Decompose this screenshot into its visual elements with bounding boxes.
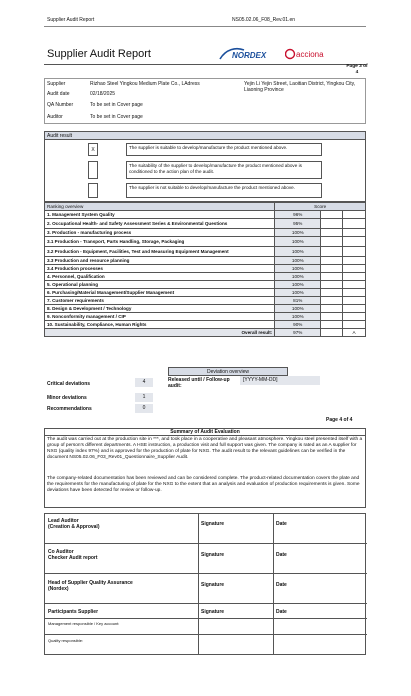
lead-auditor-date-label: Date <box>276 521 287 527</box>
ranking-row <box>45 313 366 321</box>
head-sqa-sub: (Nordex) <box>48 586 69 592</box>
signature-row-head-sqa <box>45 574 367 604</box>
ranking-row-name: 8. Design & Development / Technology <box>45 305 275 313</box>
released-until-value[interactable]: [YYYY-MM-DD] <box>240 376 320 385</box>
ranking-row-name: 9. Nonconformity management / CIP <box>45 313 275 321</box>
audit-date-label: Audit date <box>47 91 70 97</box>
ranking-row <box>45 219 366 229</box>
signature-row-lead-auditor <box>45 514 367 544</box>
ranking-row-score: 100% <box>275 257 321 265</box>
ranking-row <box>45 257 366 265</box>
page-number-4: Page 4 of 4 <box>326 417 353 423</box>
ranking-row-score: 100% <box>275 281 321 289</box>
ranking-row-score: 100% <box>275 289 321 297</box>
co-auditor-signature-label: Signature <box>201 552 225 558</box>
recommendations-label: Recommendations <box>47 406 92 412</box>
result-option-2-text: The suitability of the supplier to develop/manufacture the product mentioned above is conditioned to the action plan of the audit. <box>126 161 322 179</box>
ranking-row-name: 1. Management System Quality <box>45 211 275 219</box>
ranking-row-name: 10. Sustainability, Compliance, Human Rights <box>45 321 275 329</box>
head-sqa-date-label: Date <box>276 582 287 588</box>
critical-deviations-label: Critical deviations <box>47 381 91 387</box>
ranking-row <box>45 265 366 273</box>
ranking-row-score: 100% <box>275 313 321 321</box>
signature-row-co-auditor <box>45 544 367 574</box>
summary-paragraph-2: The company-related documentation has been reviewed and can be considered complete. The product-related documentation covers the plate and the requirements for the manufacturing of plate for the NXG to the extent that an analysis and evaluation of production requirements is given. Some deviations have been detected for review or follow-up. <box>47 476 360 493</box>
signature-table <box>44 513 366 655</box>
ranking-row-name: 3.4 Production processes <box>45 265 275 273</box>
acciona-logo-text: acciona <box>296 50 324 59</box>
head-sqa-signature-label: Signature <box>201 582 225 588</box>
overall-score: 97% <box>275 329 321 337</box>
ranking-row-name: 4. Personnel, Qualification <box>45 273 275 281</box>
ranking-row-name: 3.2 Production - Equipment, Facilities, Test and Measuring Equipment Management <box>45 247 275 257</box>
lead-auditor-label: Lead Auditor <box>48 518 79 524</box>
summary-paragraph-1: The audit was carried out at the production site in ***, and took place in a cooperative and pleasant atmosphere. Yingkou steel presented itself with a group of person's different departments. A HSE instruction, a production visit and full support was given. The company is rated as an A supplier for NXG (quality index 97%) and is approved for the production of plate for NXG. The audit result to the relevant guidelines can be verified in the document NS05.02.06_F03_Rev01_Questionnaire_Supplier Audit. <box>47 437 363 460</box>
ranking-row <box>45 297 366 305</box>
deviation-header: Deviation overview <box>168 367 288 376</box>
ranking-table <box>44 202 366 337</box>
summary-header: Summary of Audit Evaluation <box>44 429 366 436</box>
ranking-row-score: 100% <box>275 305 321 313</box>
acciona-logo <box>285 46 335 62</box>
ranking-header: Ranking overview <box>45 203 275 211</box>
ranking-row-name: 3. Production - manufacturing process <box>45 229 275 237</box>
ranking-row <box>45 211 366 219</box>
audit-date-value: 02/18/2025 <box>90 91 116 97</box>
ranking-row-name: 3.3 Production and resource planning <box>45 257 275 265</box>
ranking-row <box>45 289 366 297</box>
ranking-row-name: 3.1 Production - Transport, Parts Handling, Storage, Packaging <box>45 237 275 247</box>
lead-auditor-signature-label: Signature <box>201 521 225 527</box>
result-option-3-text: The supplier is not suitable to develop/manufacture the product mentioned above. <box>126 183 322 198</box>
ranking-row-score: 100% <box>275 273 321 281</box>
ranking-row-score: 96% <box>275 211 321 219</box>
ranking-row-name: 6. Purchasing/Material Management/Supplier Management <box>45 289 275 297</box>
page-header-right: NS05.02.06_F08_Rev.01.en <box>232 17 296 23</box>
nordex-logo-text: NORDEX <box>232 51 267 60</box>
qa-number-label: QA Number <box>47 102 74 108</box>
participants-signature-label: Signature <box>201 609 225 615</box>
ranking-row-score: 100% <box>275 237 321 247</box>
ranking-row-name: 2. Occupational Health- and Safety Assessment Series & Environmental Questions <box>45 219 275 229</box>
co-auditor-sub: Checker Audit report <box>48 555 98 561</box>
ranking-row-score: 100% <box>275 265 321 273</box>
page-number-3: Page 3 of 4 <box>346 64 368 75</box>
minor-deviations-value: 1 <box>135 393 153 402</box>
participants-date-label: Date <box>276 609 287 615</box>
ranking-row <box>45 273 366 281</box>
recommendations-value: 0 <box>135 404 153 413</box>
ranking-row-score: 90% <box>275 321 321 329</box>
critical-deviations-value: 4 <box>135 378 153 387</box>
co-auditor-label: Co Auditor <box>48 549 74 555</box>
ranking-row-score: 100% <box>275 229 321 237</box>
result-option-1-text: The supplier is suitable to develop/manufacture the product mentioned above. <box>126 143 322 156</box>
ranking-row-score: 95% <box>275 219 321 229</box>
ranking-row <box>45 237 366 247</box>
ranking-row <box>45 247 366 257</box>
signature-row-participants <box>45 604 367 619</box>
head-sqa-label: Head of Supplier Quality Assurance <box>48 580 133 586</box>
page-header-left: Supplier Audit Report <box>47 17 95 23</box>
nordex-logo <box>218 47 276 61</box>
header-rule <box>44 26 366 27</box>
ranking-row <box>45 229 366 237</box>
auditor-value: To be set in Cover page <box>90 114 143 120</box>
co-auditor-date-label: Date <box>276 552 287 558</box>
overall-grade: A <box>343 329 366 337</box>
ranking-row <box>45 281 366 289</box>
ranking-row-name: 5. Operational planning <box>45 281 275 289</box>
signature-row-quality <box>45 635 367 655</box>
signature-row-management <box>45 619 367 635</box>
ranking-row <box>45 321 366 329</box>
result-option-2-checkbox[interactable] <box>88 161 98 179</box>
qa-number-value: To be set in Cover page <box>90 102 143 108</box>
report-title: Supplier Audit Report <box>47 48 151 60</box>
audit-result-header: Audit result <box>44 131 366 140</box>
auditor-label: Auditor <box>47 114 63 120</box>
participants-label: Participants Supplier <box>48 609 99 615</box>
result-option-1-checkbox[interactable]: X <box>88 143 98 156</box>
released-until-label: Released until / Follow-up audit: <box>168 377 230 389</box>
ranking-row-name: 7. Customer requirements <box>45 297 275 305</box>
title-rule <box>44 64 366 65</box>
minor-deviations-label: Minor deviations <box>47 395 87 401</box>
result-option-3-checkbox[interactable] <box>88 183 98 198</box>
score-header: Score <box>275 203 366 211</box>
supplier-value: Rizhao Steel Yingkou Medium Plate Co., LAdress <box>90 81 200 87</box>
address-value: Yejin Li Yejin Street, Laoitian District, Yingkou City, Liaoning Province <box>244 81 356 93</box>
ranking-row-score: 100% <box>275 247 321 257</box>
ranking-row <box>45 305 366 313</box>
lead-auditor-sub: (Creation & Approval) <box>48 524 100 530</box>
management-responsible-label: Management responsible / Key account: <box>48 621 120 626</box>
overall-result-label: Overall result: <box>45 329 275 337</box>
supplier-label: Supplier <box>47 81 66 87</box>
ranking-row-score: 81% <box>275 297 321 305</box>
quality-responsible-label: Quality responsible: <box>48 638 84 643</box>
